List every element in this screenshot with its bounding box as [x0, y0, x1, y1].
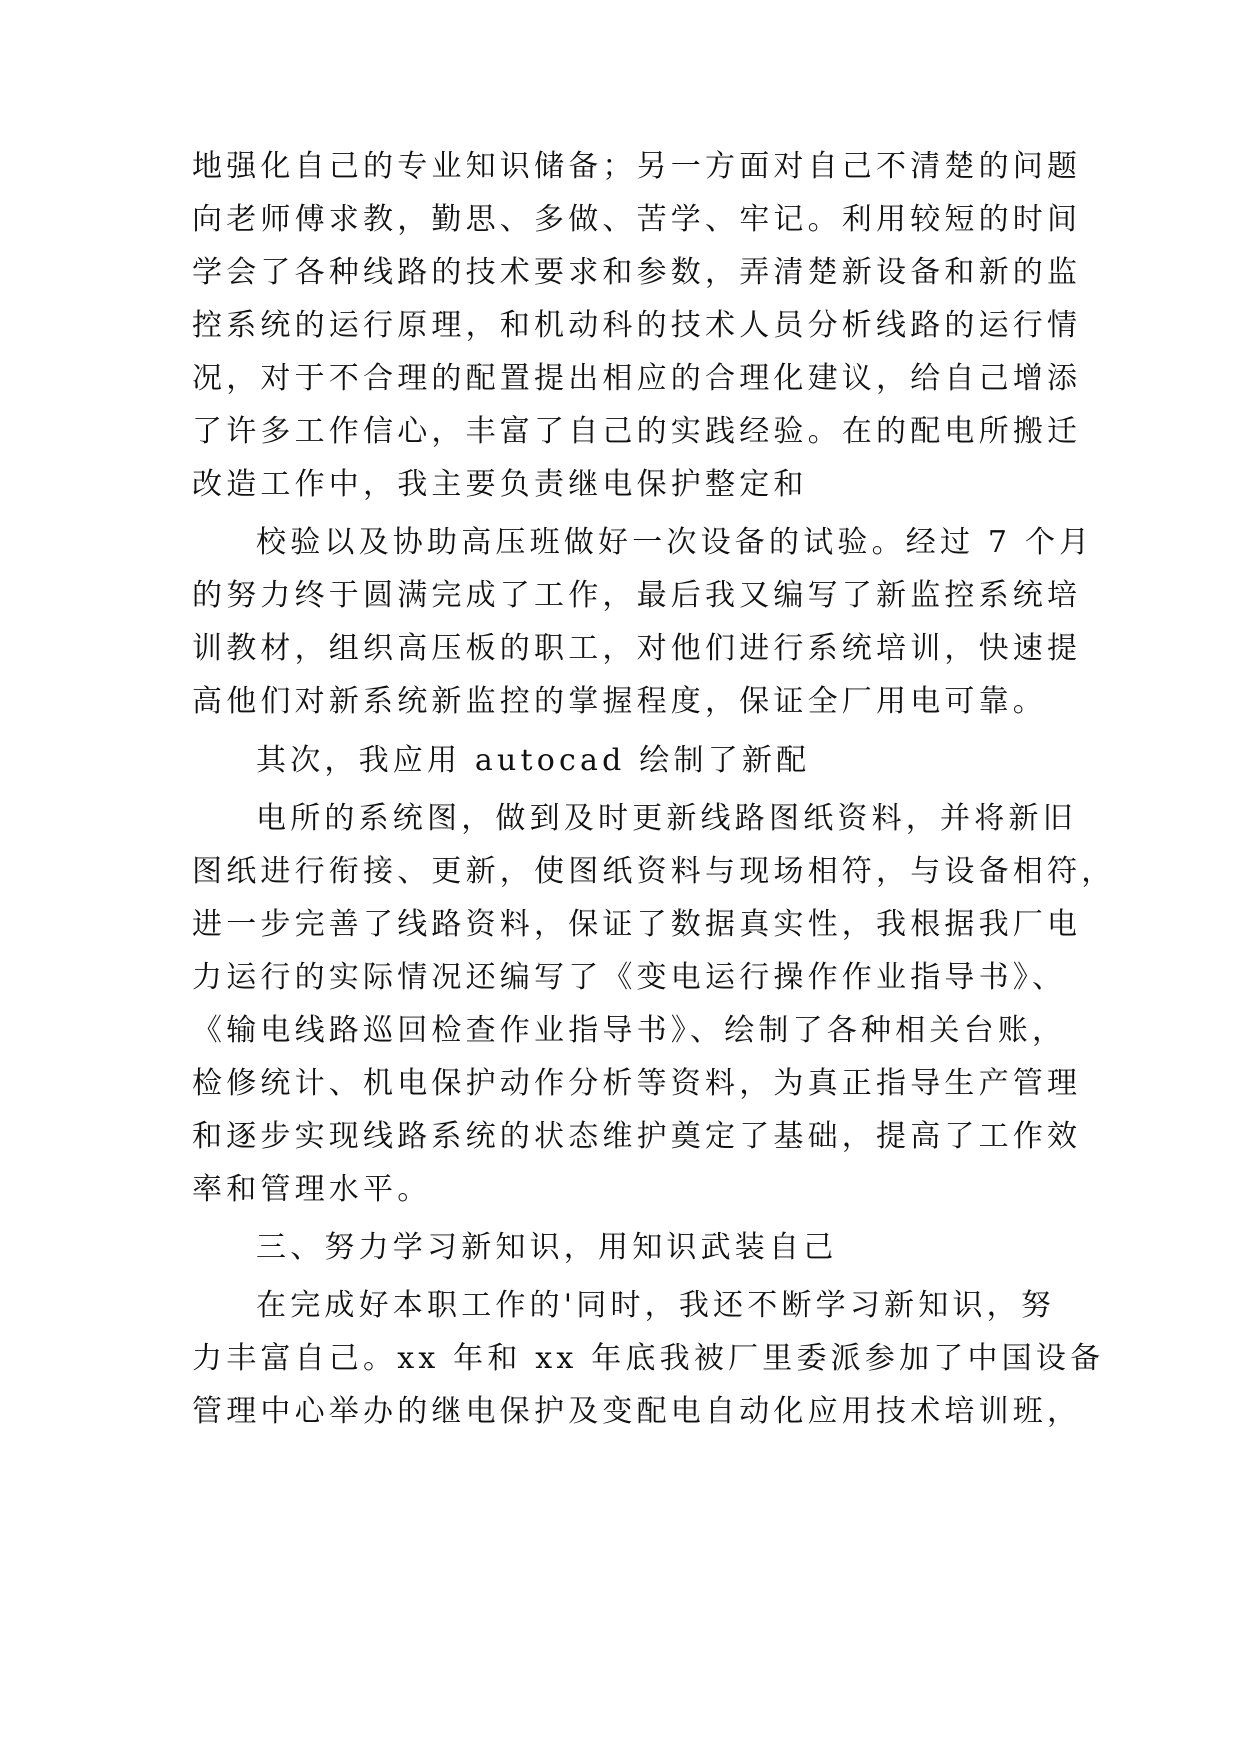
- text-line: 学会了各种线路的技术要求和参数，弄清楚新设备和新的监: [192, 255, 1082, 290]
- text-line: 力运行的实际情况还编写了《变电运行操作作业指导书》、: [192, 960, 1067, 995]
- section-heading: 三、努力学习新知识，用知识武装自己: [256, 1230, 838, 1265]
- text-line: 况，对于不合理的配置提出相应的合理化建议，给自己增添: [192, 361, 1082, 396]
- text-line: 其次，我应用 autocad 绘制了新配: [256, 743, 811, 778]
- text-line: 图纸进行衔接、更新，使图纸资料与现场相符，与设备相符，: [192, 854, 1116, 889]
- text-line: 训教材，组织高压板的职工，对他们进行系统培训，快速提: [192, 631, 1082, 666]
- text-line: 和逐步实现线路系统的状态维护奠定了基础，提高了工作效: [192, 1119, 1082, 1154]
- text-line: 地强化自己的专业知识储备；另一方面对自己不清楚的问题: [192, 149, 1082, 184]
- text-line: 的努力终于圆满完成了工作，最后我又编写了新监控系统培: [192, 578, 1082, 613]
- text-line: 管理中心举办的继电保护及变配电自动化应用技术培训班，: [192, 1394, 1082, 1429]
- text-line: 在完成好本职工作的'同时，我还不断学习新知识，努: [256, 1288, 1056, 1323]
- text-line: 了许多工作信心，丰富了自己的实践经验。在的配电所搬迁: [192, 414, 1082, 449]
- text-line: 进一步完善了线路资料，保证了数据真实性，我根据我厂电: [192, 907, 1082, 942]
- text-line: 检修统计、机电保护动作分析等资料，为真正指导生产管理: [192, 1066, 1082, 1101]
- text-line: 率和管理水平。: [192, 1172, 432, 1207]
- text-line: 力丰富自己。xx 年和 xx 年底我被厂里委派参加了中国设备: [192, 1341, 1105, 1376]
- text-line: 电所的系统图，做到及时更新线路图纸资料，并将新旧: [256, 801, 1077, 836]
- text-line: 《输电线路巡回检查作业指导书》、绘制了各种相关台账，: [192, 1013, 1067, 1048]
- text-line: 控系统的运行原理，和机动科的技术人员分析线路的运行情: [192, 308, 1082, 343]
- text-line: 改造工作中，我主要负责继电保护整定和: [192, 467, 808, 502]
- text-line: 校验以及协助高压班做好一次设备的试验。经过 7 个月: [256, 525, 1094, 560]
- text-line: 高他们对新系统新监控的掌握程度，保证全厂用电可靠。: [192, 684, 1047, 719]
- text-line: 向老师傅求教，勤思、多做、苦学、牢记。利用较短的时间: [192, 202, 1082, 237]
